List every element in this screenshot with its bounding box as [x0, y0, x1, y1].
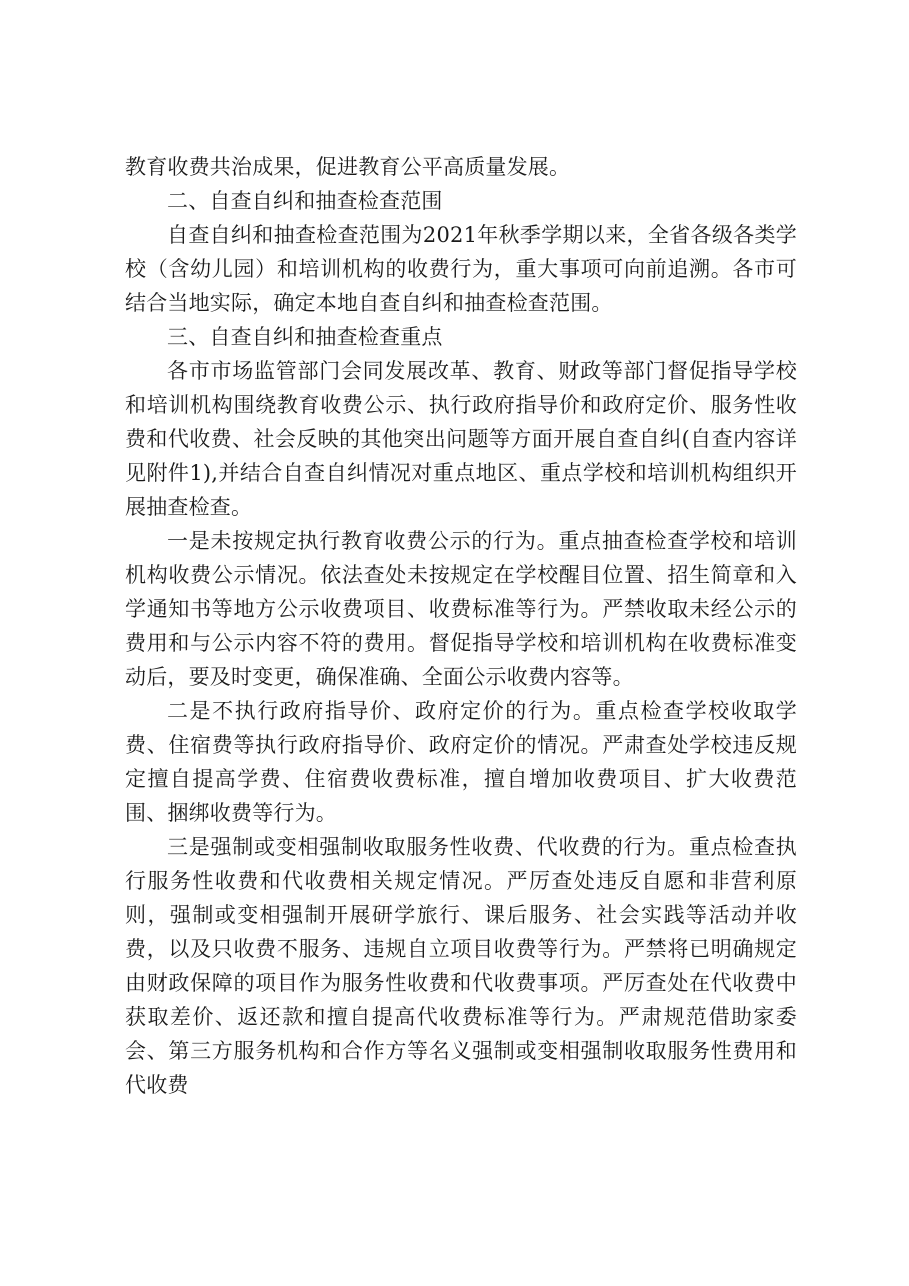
section-heading-scope: 二、自查自纠和抽查检查范围: [167, 189, 443, 213]
paragraph-item-two: 二是不执行政府指导价、政府定价的行为。重点检查学校收取学费、住宿费等执行政府指导价、政府定价的情况。严肃查处学校违反规定擅自提高学费、住宿费收费标准，擅自增加收费项目、扩大收费范围、捆绑收费等行为。: [125, 699, 797, 825]
paragraph-item-one: 一是未按规定执行教育收费公示的行为。重点抽查检查学校和培训机构收费公示情况。依法查处未按规定在学校醒目位置、招生简章和入学通知书等地方公示收费项目、收费标准等行为。严禁收取未经公示的费用和与公示内容不符的费用。督促指导学校和培训机构在收费标准变动后，要及时变更，确保准确、全面公示收费内容等。: [125, 529, 797, 689]
paragraph-scope: 自查自纠和抽查检查范围为2021年秋季学期以来，全省各级各类学校（含幼儿园）和培训机构的收费行为，重大事项可向前追溯。各市可结合当地实际，确定本地自查自纠和抽查检查范围。: [125, 223, 797, 315]
section-heading-focus: 三、自查自纠和抽查检查重点: [167, 325, 443, 349]
document-body: [125, 150, 797, 1102]
paragraph-continuation: 教育收费共治成果，促进教育公平高质量发展。: [125, 155, 571, 179]
paragraph-item-three: 三是强制或变相强制收取服务性收费、代收费的行为。重点检查执行服务性收费和代收费相关规定情况。严厉查处违反自愿和非营利原则，强制或变相强制开展研学旅行、课后服务、社会实践等活动并收费，以及只收费不服务、违规自立项目收费等行为。严禁将已明确规定由财政保障的项目作为服务性收费和代收费事项。严厉查处在代收费中获取差价、返还款和擅自提高代收费标准等行为。严肃规范借助家委会、第三方服务机构和合作方等名义强制或变相强制收取服务性费用和代收费: [125, 835, 797, 1097]
paragraph-focus-intro: 各市市场监管部门会同发展改革、教育、财政等部门督促指导学校和培训机构围绕教育收费公示、执行政府指导价和政府定价、服务性收费和代收费、社会反映的其他突出问题等方面开展自查自纠(自查内容详见附件1),并结合自查自纠情况对重点地区、重点学校和培训机构组织开展抽查检查。: [125, 359, 797, 519]
